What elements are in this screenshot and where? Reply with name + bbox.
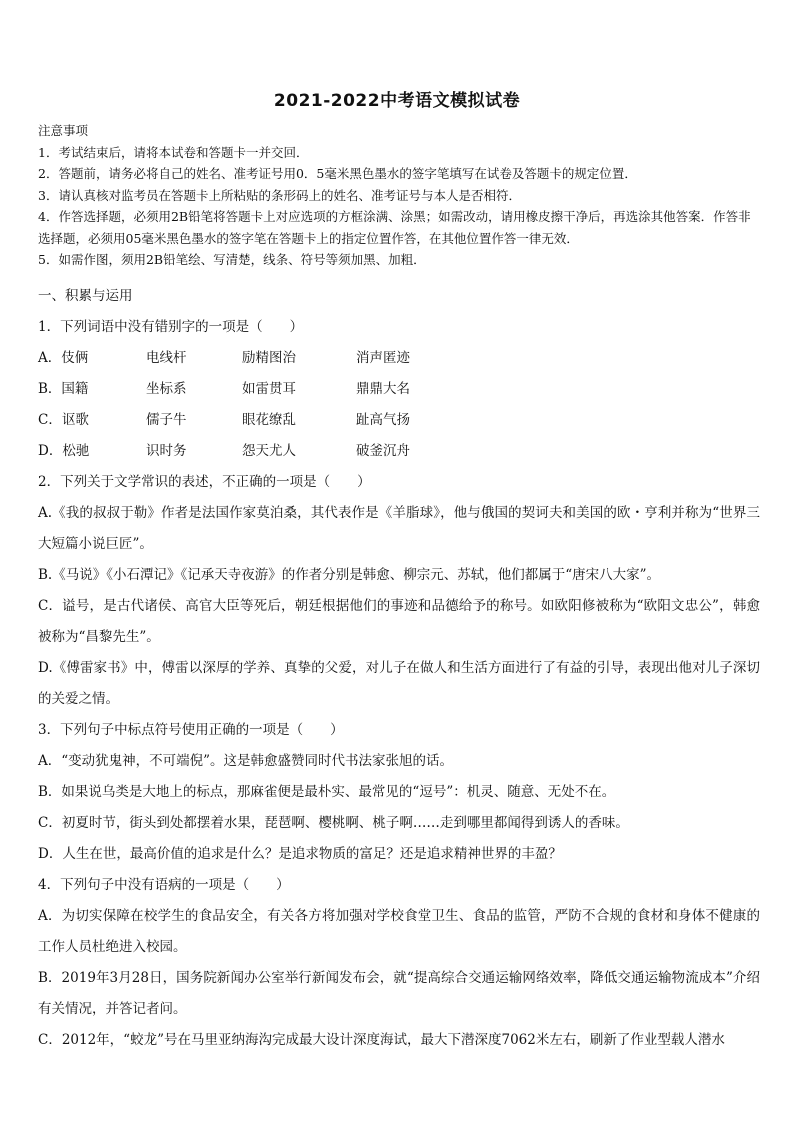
q3-option: A．“变动犹鬼神，不可端倪”。这是韩愈盛赞同时代书法家张旭的话。	[38, 753, 454, 769]
notice-section	[38, 120, 760, 271]
q1-option-word: 励精图治	[242, 350, 296, 366]
question-2-stem: 2．下列关于文学常识的表述，不正确的一项是（ ）	[38, 474, 371, 490]
q1-option-word: D．松驰	[38, 443, 90, 459]
q1-option-word: 鼎鼎大名	[356, 381, 410, 397]
section-heading: 一、积累与运用	[38, 288, 133, 304]
question-3-stem: 3．下列句子中标点符号使用正确的一项是（ ）	[38, 722, 344, 738]
q1-option-word: 电线杆	[146, 350, 187, 366]
q1-option-row	[38, 374, 760, 405]
notice-item: 1．考试结束后，请将本试卷和答题卡一并交回．	[38, 144, 309, 160]
q1-option-word: 破釜沉舟	[356, 443, 410, 459]
q1-option-row	[38, 405, 760, 436]
q3-option: D．人生在世，最高价值的追求是什么？是追求物质的富足？还是追求精神世界的丰盈？	[38, 846, 562, 862]
q2-option: C．谥号，是古代诸侯、高官大臣等死后，朝廷根据他们的事迹和品德给予的称号。如欧阳修被称为“欧阳文忠公”，韩愈被称为“昌黎先生”。	[38, 598, 760, 645]
notice-item: 5．如需作图，须用2B铅笔绘、写清楚，线条、符号等须加黑、加粗．	[38, 252, 426, 267]
q2-option: A.《我的叔叔于勒》作者是法国作家莫泊桑，其代表作是《羊脂球》，他与俄国的契诃夫和美国的欧・亨利并称为“世界三大短篇小说巨匠”。	[38, 505, 760, 552]
section-1	[38, 281, 760, 1056]
q1-option-word: 怨天尤人	[242, 443, 296, 459]
q1-option-word: 如雷贯耳	[242, 381, 296, 397]
q4-option: A．为切实保障在校学生的食品安全，有关各方将加强对学校食堂卫生、食品的监管，严防不合规的食材和身体不健康的工作人员杜绝进入校园。	[38, 908, 760, 955]
page-title: 2021-2022中考语文模拟试卷	[273, 91, 521, 111]
q4-option: B．2019年3月28日，国务院新闻办公室举行新闻发布会，就“提高综合交通运输网络效率，降低交通运输物流成本”介绍有关情况，并答记者问。	[38, 970, 760, 1017]
q1-option-word: 坐标系	[146, 381, 187, 397]
q1-option-row	[38, 436, 760, 467]
question-1-stem: 1．下列词语中没有错别字的一项是（ ）	[38, 319, 304, 335]
q1-option-word: A．伎俩	[38, 350, 89, 366]
q3-option: B．如果说乌类是大地上的标点，那麻雀便是最朴实、最常见的“逗号”：机灵、随意、无处不在。	[38, 784, 616, 800]
q1-option-word: 消声匿迹	[356, 350, 410, 366]
question-4-stem: 4．下列句子中没有语病的一项是（ ）	[38, 877, 290, 893]
q1-option-word: 识时务	[146, 443, 187, 459]
q3-option: C．初夏时节，街头到处都摆着水果，琵琶啊、樱桃啊、桃子啊……走到哪里都闻得到诱人的香味。	[38, 815, 629, 831]
q1-option-word: B．国籍	[38, 381, 89, 397]
q4-option: C．2012年，“蛟龙”号在马里亚纳海沟完成最大设计深度海试，最大下潜深度7062米左右，刷新了作业型载人潜水	[38, 1032, 725, 1048]
q2-option: B.《马说》《小石潭记》《记承天寺夜游》的作者分别是韩愈、柳宗元、苏轼，他们都属于“唐宋八大家”。	[38, 567, 661, 583]
notice-item: 3．请认真核对监考员在答题卡上所粘贴的条形码上的姓名、准考证号与本人是否相符．	[38, 187, 521, 203]
q1-option-word: 眼花缭乱	[242, 412, 296, 428]
notice-item: 2．答题前，请务必将自己的姓名、准考证号用0．5毫米黑色墨水的签字笔填写在试卷及答题卡的规定位置．	[38, 166, 637, 181]
q1-option-word: C．讴歌	[38, 412, 89, 428]
q1-option-word: 趾高气扬	[356, 412, 410, 428]
notice-item: 4．作答选择题，必须用2B铅笔将答题卡上对应选项的方框涂满、涂黑；如需改动，请用橡皮擦干净后，再选涂其他答案．作答非选择题，必须用05毫米黑色墨水的签字笔在答题卡上的指定位置作答，在其他位置作答一律无效．	[38, 209, 751, 246]
q1-option-row	[38, 343, 760, 374]
notice-heading: 注意事项	[38, 123, 89, 138]
q2-option: D.《傅雷家书》中，傅雷以深厚的学养、真挚的父爱，对儿子在做人和生活方面进行了有益的引导，表现出他对儿子深切的关爱之情。	[38, 660, 760, 707]
q1-option-word: 儒子牛	[146, 412, 187, 428]
